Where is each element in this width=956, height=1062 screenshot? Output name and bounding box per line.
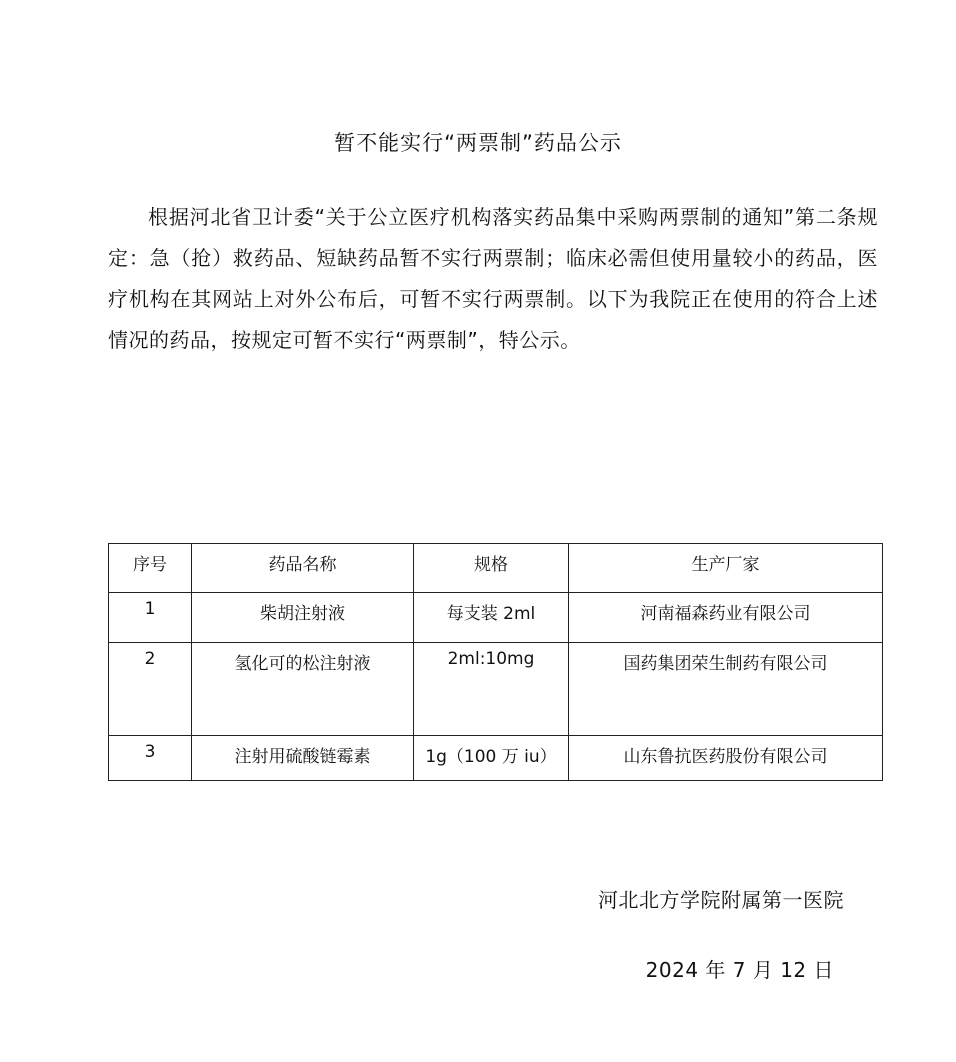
table-row (109, 593, 883, 643)
header-spec: 规格 (414, 544, 569, 593)
cell-spec: 2ml:10mg (414, 643, 569, 736)
cell-serial: 3 (109, 736, 192, 781)
cell-spec: 1g（100 万 iu） (414, 736, 569, 781)
cell-spec: 每支装 2ml (414, 593, 569, 643)
cell-serial: 1 (109, 593, 192, 643)
document-title: 暂不能实行“两票制”药品公示 (334, 131, 622, 155)
header-serial: 序号 (109, 544, 192, 593)
cell-manufacturer: 国药集团荣生制药有限公司 (569, 643, 883, 736)
cell-manufacturer: 山东鲁抗医药股份有限公司 (569, 736, 883, 781)
cell-drug-name: 柴胡注射液 (192, 593, 414, 643)
notice-body (108, 197, 878, 361)
header-manufacturer: 生产厂家 (569, 544, 883, 593)
table-row (109, 643, 883, 736)
header-drug-name: 药品名称 (192, 544, 414, 593)
table-header-row (109, 544, 883, 593)
cell-manufacturer: 河南福森药业有限公司 (569, 593, 883, 643)
notice-paragraph: 根据河北省卫计委“关于公立医疗机构落实药品集中采购两票制的通知”第二条规定：急（抢）救药品、短缺药品暂不实行两票制；临床必需但使用量较小的药品，医疗机构在其网站上对外公布后，可暂不实行两票制。以下为我院正在使用的符合上述情况的药品，按规定可暂不实行“两票制”，特公示。 (108, 205, 878, 352)
table-row (109, 736, 883, 781)
cell-drug-name: 注射用硫酸链霉素 (192, 736, 414, 781)
hospital-signature: 河北北方学院附属第一医院 (598, 888, 844, 912)
drug-table (108, 543, 883, 781)
cell-serial: 2 (109, 643, 192, 736)
notice-date: 2024 年 7 月 12 日 (645, 958, 834, 982)
cell-drug-name: 氢化可的松注射液 (192, 643, 414, 736)
